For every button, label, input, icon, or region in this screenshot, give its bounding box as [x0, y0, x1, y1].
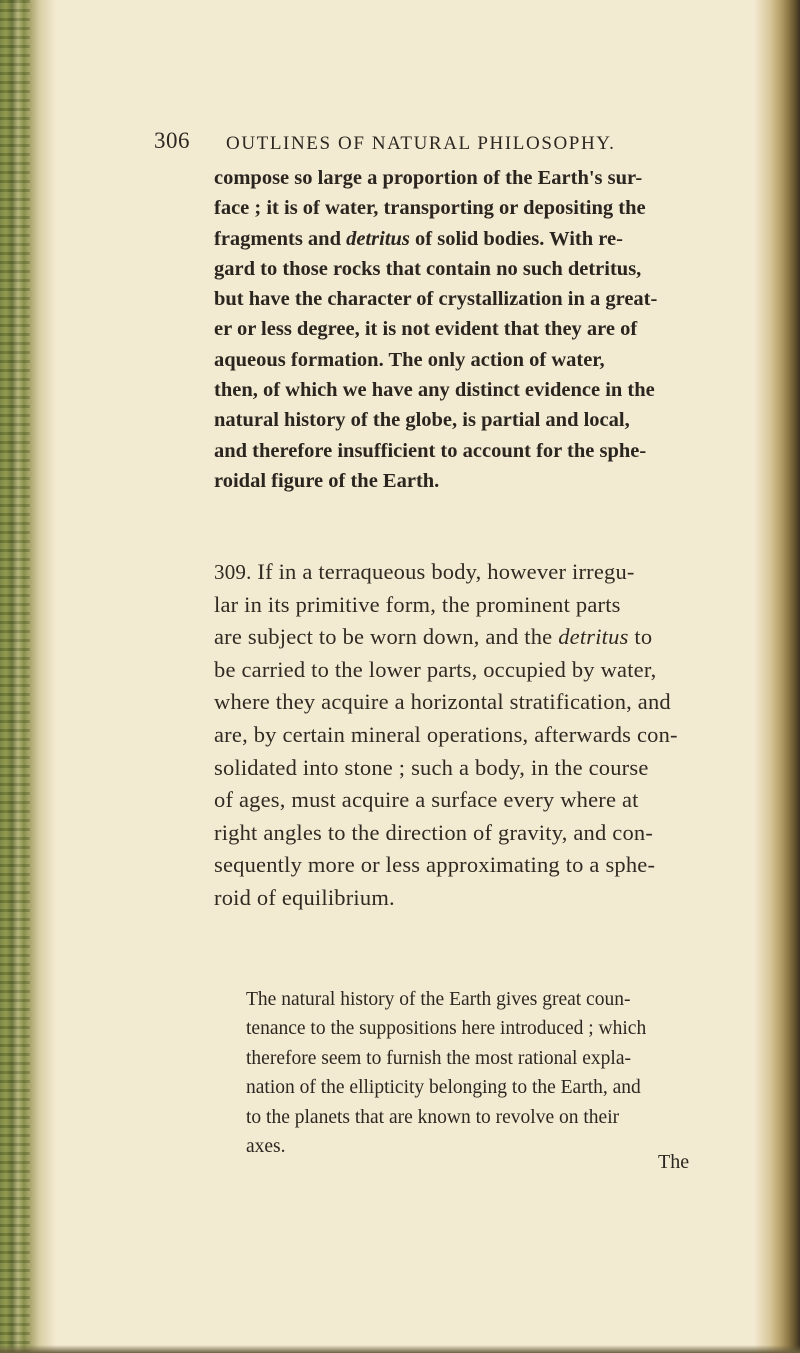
catchword: The	[658, 1151, 690, 1173]
text-line: aqueous formation. The only action of water,	[214, 348, 605, 371]
text-line: gard to those rocks that contain no such detritus,	[214, 257, 642, 280]
note-paragraph	[246, 985, 710, 1161]
text-line: face ; it is of water, transporting or depositing the	[214, 197, 646, 220]
text-line: axes.	[246, 1136, 286, 1158]
page-bottom-edge	[0, 1345, 800, 1353]
text-line: then, of which we have any distinct evidence in the	[214, 379, 655, 402]
paragraph-309-text	[214, 556, 710, 915]
paragraph-1-text	[214, 163, 710, 496]
page-edge-shadow	[754, 0, 800, 1353]
italic-term: detritus	[346, 227, 410, 250]
text-line: nation of the ellipticity belonging to the Earth, and	[246, 1077, 641, 1099]
note-paragraph-text	[246, 985, 710, 1161]
text-line: are, by certain mineral operations, afterwards con-	[214, 721, 678, 747]
text-line: therefore seem to furnish the most rational expla-	[246, 1047, 631, 1069]
paragraph-309	[214, 556, 710, 915]
page-header	[154, 128, 714, 168]
text-line: where they acquire a horizontal stratification, and	[214, 689, 671, 715]
paragraph-1	[214, 163, 710, 496]
text-line: tenance to the suppositions here introduced ; which	[246, 1018, 647, 1040]
text-line: be carried to the lower parts, occupied by water,	[214, 656, 657, 682]
page-number: 306	[154, 128, 190, 153]
text-line: natural history of the globe, is partial and local,	[214, 409, 630, 432]
binding-texture	[0, 0, 30, 1353]
running-head: OUTLINES OF NATURAL PHILOSOPHY.	[226, 133, 616, 154]
text-line: 309. If in a terraqueous body, however irregu-	[214, 559, 635, 584]
section-number: 309.	[214, 560, 252, 584]
text-line: The natural history of the Earth gives great coun-	[246, 989, 631, 1010]
text-line: sequently more or less approximating to a sphe-	[214, 852, 656, 878]
text-line: lar in its primitive form, the prominent parts	[214, 591, 621, 617]
text-line: are subject to be worn down, and the detritus to	[214, 624, 653, 650]
text-line: compose so large a proportion of the Earth's sur-	[214, 167, 643, 189]
italic-term: detritus	[558, 624, 629, 650]
text-line: to the planets that are known to revolve on their	[246, 1106, 620, 1128]
text-line: and therefore insufficient to account for the sphe-	[214, 439, 647, 462]
text-line: er or less degree, it is not evident that they are of	[214, 318, 638, 341]
text-line: of ages, must acquire a surface every where at	[214, 787, 639, 813]
text-line: solidated into stone ; such a body, in the course	[214, 754, 649, 780]
text-line: right angles to the direction of gravity, and con-	[214, 819, 654, 845]
text-line: but have the character of crystallization in a great-	[214, 288, 658, 311]
text-line: roidal figure of the Earth.	[214, 469, 440, 492]
text-line: roid of equilibrium.	[214, 884, 395, 910]
text-line: fragments and detritus of solid bodies. With re-	[214, 227, 623, 250]
